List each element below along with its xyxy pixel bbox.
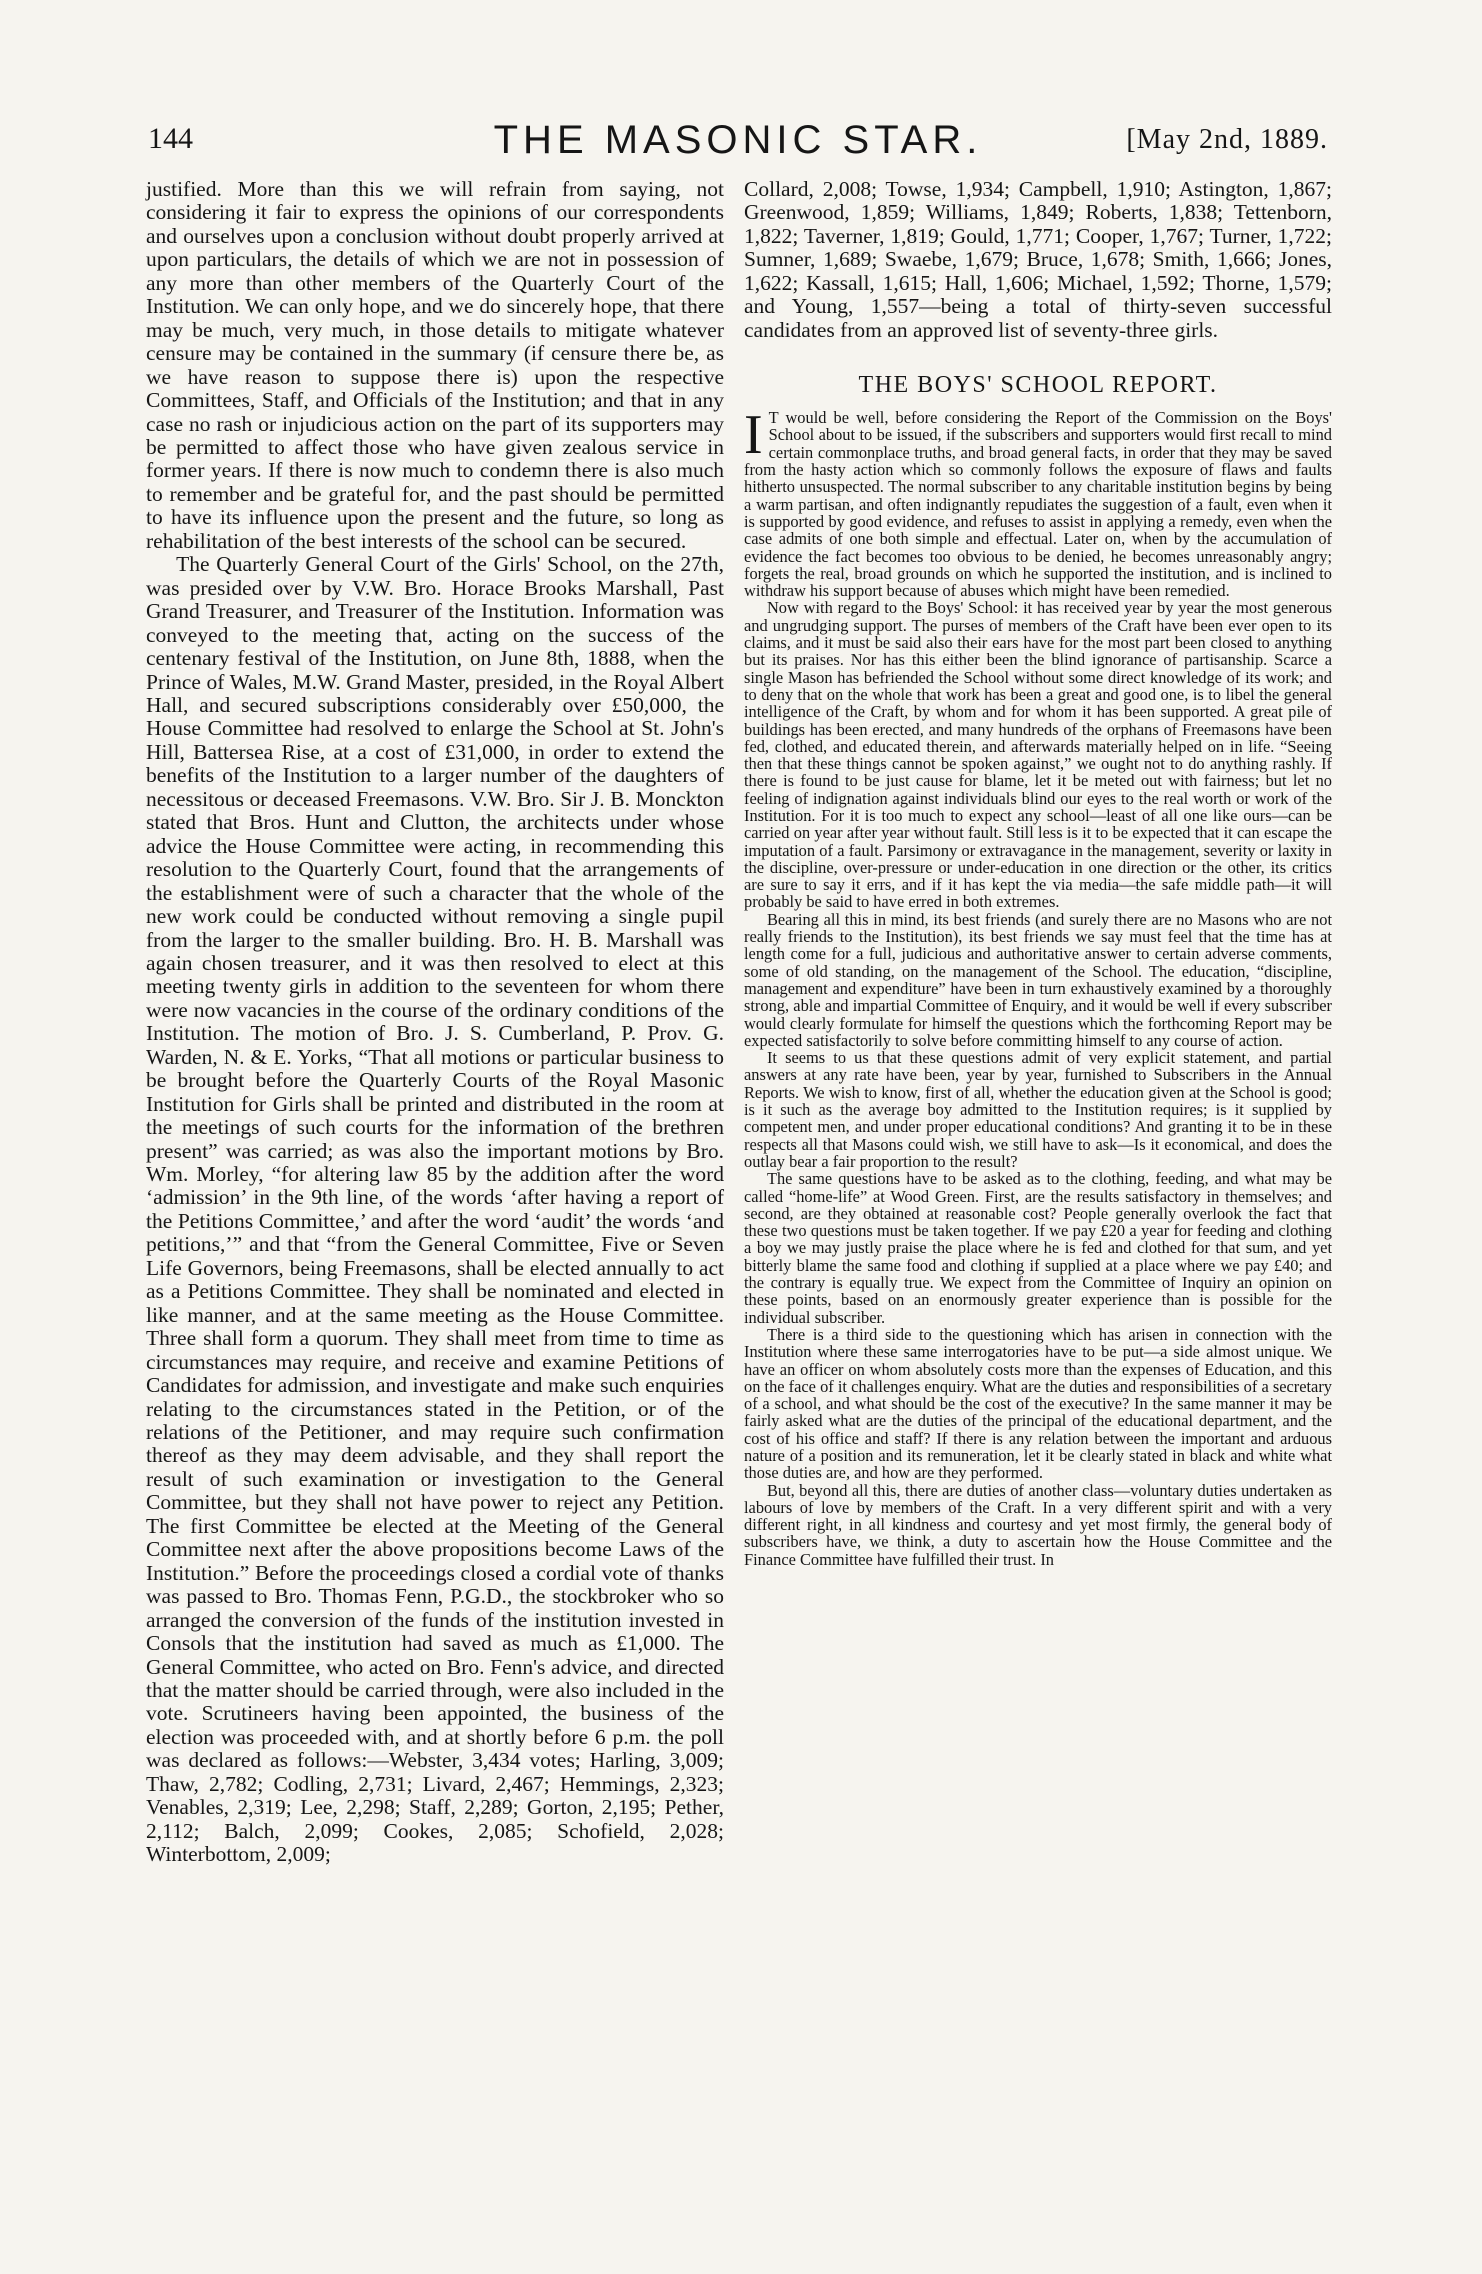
right-column (744, 178, 1332, 1568)
article-paragraph: Collard, 2,008; Towse, 1,934; Campbell, 1,910; Astington, 1,867; Greenwood, 1,859; Williams, 1,849; Roberts, 1,838; Tettenborn, 1,822; Taverner, 1,819; Gould, 1,771; Cooper, 1,767; Turner, 1,722; Sumner, 1,689; Swaebe, 1,679; Bruce, 1,678; Smith, 1,666; Jones, 1,622; Kassall, 1,615; Hall, 1,606; Michael, 1,592; Thorne, 1,579; and Young, 1,557—being a total of thirty-seven successful candidates from an approved list of seventy-three girls. (744, 177, 1332, 342)
page-number: 144 (148, 122, 193, 155)
left-column (146, 178, 724, 1867)
article-paragraph: But, beyond all this, there are duties of another class—voluntary duties undertaken as labours of love by members of the Craft. In a very different spirit and with a very different right, in all kindness and courtesy and yet most firmly, the general body of subscribers have, we think, a duty to ascertain how the House Committee and the Finance Committee have fulfilled their trust. In (744, 1480, 1332, 1569)
section-heading: THE BOYS' SCHOOL REPORT. (858, 372, 1218, 399)
article-paragraph: There is a third side to the questioning which has arisen in connection with the Institution where these same interrogatories have to be put—a side almost unique. We have an officer on whom absolutely costs more than the expenses of Education, and this on the face of it challenges enquiry. What are the duties and responsibilities of a secretary of a school, and what should be the cost of the executive? In the same manner it may be fairly asked what are the duties of the principal of the educational department, and the cost of his office and staff? If there is any relation between the important and arduous nature of a position and its remuneration, let it be clearly stated in black and white what those duties are, and how are they performed. (744, 1324, 1332, 1483)
election-results-continuation (744, 178, 1332, 342)
masthead-title: THE MASONIC STAR. (493, 118, 983, 162)
drop-cap: I (744, 404, 763, 467)
article-paragraph (744, 404, 1332, 601)
boys-school-report-article (744, 404, 1332, 1569)
article-paragraph: Bearing all this in mind, its best friends (and surely there are no Masons who are not really friends to the Institution), its best friends we say must feel that the time has at length come for a full, judicious and authoritative answer to certain adverse comments, some of old standing, on the management of the School. The education, “discipline, management and expenditure” have been in turn exhaustively examined by a thoroughly strong, able and impartial Committee of Enquiry, and it would be well if every subscriber would clearly formulate for himself the questions which the forthcoming Report may be expected satisfactorily to solve before committing himself to any course of action. (744, 909, 1332, 1050)
issue-date: [May 2nd, 1889. (1126, 124, 1328, 155)
article-paragraph: justified. More than this we will refrain from saying, not considering it fair to express the opinions of our correspondents and ourselves upon a conclusion without doubt properly arrived at upon particulars, the details of which we are not in possession of any more than other members of the Quarterly Court of the Institution. We can only hope, and we do sincerely hope, that there may be much, very much, in those details to mitigate whatever censure may be contained in the summary (if censure there be, as we have reason to suppose there is) upon the respective Committees, Staff, and Officials of the Institution; and that in any case no rash or injudicious action on the part of its supporters may be permitted to affect those who have given zealous service in former years. If there is now much to condemn there is also much to remember and be grateful for, and the past should be permitted to have its influence upon the present and the future, so long as rehabilitation of the best interests of the school can be secured. (146, 177, 724, 553)
article-paragraph: Now with regard to the Boys' School: it has received year by year the most generous and ungrudging support. The purses of members of the Craft have been ever open to its claims, and it must be said also their ears have for the most part been closed to anything but its praises. Nor has this either been the blind ignorance of partisanship. Scarce a single Mason has befriended the School without some direct knowledge of its work; and to deny that on the whole that work has been a great and good one, is to libel the general intelligence of the Craft, by whom and for whom it has been supported. A great pile of buildings has been erected, and many hundreds of the orphans of Freemasons have been fed, clothed, and educated therein, and afterwards materially helped on in life. “Seeing then that these things cannot be spoken against,” we ought not to do anything rashly. If there is found to be just cause for blame, let it be meted out with fairness; but let no feeling of indignation against individuals blind our eyes to the real worth or work of the Institution. For it is too much to expect any school—least of all one like ours—can be carried on year after year without fault. Still less is it to be expected that it can escape the imputation of a fault. Parsimony or extravagance in the management, severity or laxity in the discipline, over-pressure or under-education in one direction or the other, its critics are sure to say it errs, and if it has kept the via media—the safe middle path—it will probably be said to have erred in both extremes. (744, 598, 1332, 912)
page-header (148, 118, 1328, 168)
article-paragraph-text: T would be well, before considering the Report of the Commission on the Boys' School about to be issued, if the subscribers and supporters would first recall to mind certain commonplace truths, and broad general facts, in order that they may be saved from the hasty action which so commonly follows the exposure of flaws and faults hitherto unsuspected. The normal subscriber to any charitable institution begins by being a warm partisan, and often indignantly repudiates the suggestion of a fault, even when it is supported by good evidence, and refuses to assist in applying a remedy, even when the case admits of one both simple and effectual. Later on, when by the accumulation of evidence the fact becomes too obvious to be denied, he becomes unreasonably angry; forgets the real, broad grounds on which he supported the institution, and is inclined to withdraw his support because of abuses which might have been remedied. (744, 408, 1332, 601)
article-paragraph: The same questions have to be asked as to the clothing, feeding, and what may be called “home-life” at Wood Green. First, are the results satisfactory in themselves; and second, are they obtained at reasonable cost? People generally overlook the fact that these two questions must be taken together. If we pay £20 a year for feeding and clothing a boy we may justly praise the place where he is fed and clothed for that sum, and yet bitterly blame the same food and clothing if supplied at a place where we pay £40; and the contrary is equally true. We expect from the Committee of Inquiry an opinion on these points, based on an enormously greater experience than is possible for the individual subscriber. (744, 1169, 1332, 1327)
article-paragraph: The Quarterly General Court of the Girls' School, on the 27th, was presided over by V.W. Bro. Horace Brooks Marshall, Past Grand Treasurer, and Treasurer of the Institution. Information was conveyed to the meeting that, acting on the success of the centenary festival of the Institution, on June 8th, 1888, when the Prince of Wales, M.W. Grand Master, presided, in the Royal Albert Hall, and secured subscriptions considerably over £50,000, the House Committee had resolved to enlarge the School at St. John's Hill, Battersea Rise, at a cost of £31,000, in order to extend the benefits of the Institution to a larger number of the daughters of necessitous or deceased Freemasons. V.W. Bro. Sir J. B. Monckton stated that Bros. Hunt and Clutton, the architects under whose advice the House Committee were acting, in recommending this resolution to the Quarterly Court, found that the arrangements of the establishment were of such a character that the whole of the new work could be conducted without removing a single pupil from the larger to the smaller building. Bro. H. B. Marshall was again chosen treasurer, and it was then resolved to elect at this meeting twenty girls in addition to the seventeen for whom there were now vacancies in the course of the ordinary conditions of the Institution. The motion of Bro. J. S. Cumberland, P. Prov. G. Warden, N. & E. Yorks, “That all motions or particular business to be brought before the Quarterly Courts of the Royal Masonic Institution for Girls shall be printed and distributed in the room at the meetings of such courts for the information of the brethren present” was carried; as was also the important motions by Bro. Wm. Morley, “for altering law 85 by the addition after the word ‘admission’ in the 9th line, of the words ‘after having a report of the Petitions Committee,’ and after the word ‘audit’ the words ‘and petitions,’” and that “from the General Committee, Five or Seven Life Governors, being Freemasons, shall be elected annually to act as a Petitions Committee. They shall be nominated and elected in like manner, and at the same meeting as the House Committee. Three shall form a quorum. They shall meet from time to time as circumstances may require, and receive and examine Petitions of Candidates for admission, and investigate and make such enquiries relating to the circumstances stated in the Petition, or of the relations of the Petitioner, and may require such confirmation thereof as they may deem advisable, and they shall report the result of such examination or investigation to the General Committee, but they shall not have power to reject any Petition. The first Committee be elected at the Meeting of the General Committee next after the above propositions become Laws of the Institution.” Before the proceedings closed a cordial vote of thanks was passed to Bro. Thomas Fenn, P.G.D., the stockbroker who so arranged the conversion of the funds of the institution invested in Consols that the institution had saved as much as £1,000. The General Committee, who acted on Bro. Fenn's advice, and directed that the matter should be carried through, were also included in the vote. Scrutineers having been appointed, the business of the election was proceeded with, and at shortly before 6 p.m. the poll was declared as follows:—Webster, 3,434 votes; Harling, 3,009; Thaw, 2,782; Codling, 2,731; Livard, 2,467; Hemmings, 2,323; Venables, 2,319; Lee, 2,298; Staff, 2,289; Gorton, 2,195; Pether, 2,112; Balch, 2,099; Cookes, 2,085; Schofield, 2,028; Winterbottom, 2,009; (146, 552, 724, 1867)
article-paragraph: It seems to us that these questions admit of very explicit statement, and partial answers at any rate have been, year by year, furnished to Subscribers in the Annual Reports. We wish to know, first of all, whether the education given at the School is good; is it such as the average boy admitted to the Institution requires; is it supplied by competent men, and under proper educational conditions? And granting it to be in these respects all that Masons could wish, we still have to ask—Is it economical, and does the outlay bear a fair proportion to the result? (744, 1048, 1332, 1171)
